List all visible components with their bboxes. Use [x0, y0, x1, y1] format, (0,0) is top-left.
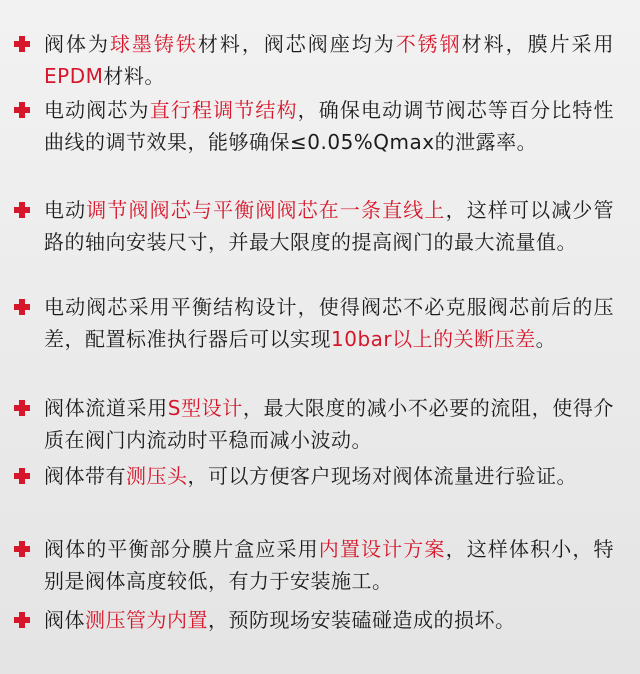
- highlight-text: 球墨铸铁: [109, 32, 198, 56]
- highlight-text: 内置设计方案: [318, 537, 446, 561]
- item-text: ，预防现场安装磕碰造成的损坏。: [208, 608, 516, 632]
- plus-icon: [14, 541, 30, 557]
- item-text: 阀体带有: [44, 464, 126, 488]
- list-item: [44, 460, 614, 492]
- list-item: [44, 291, 614, 355]
- item-text: ，这样体积小，特别是阀体高度较低，有力于安装施工。: [44, 537, 615, 593]
- item-text: 材料。: [103, 64, 165, 88]
- plus-icon: [14, 102, 30, 118]
- highlight-text: 测压头: [126, 464, 188, 488]
- highlight-text: 不锈钢: [395, 32, 462, 56]
- item-text: 阀体: [44, 608, 85, 632]
- item-text: ，确保电动调节阀芯等百分比特性曲线的调节效果，能够确保≤0.05%Qmax的泄露率。: [44, 98, 615, 154]
- item-text: 阀体的平衡部分膜片盒应采用: [44, 537, 319, 561]
- list-item: [44, 604, 614, 636]
- list-item: [44, 94, 614, 158]
- item-text: ，最大限度的减小不必要的流阻，使得介质在阀门内流动时平稳而减小波动。: [44, 396, 614, 452]
- list-item: [44, 533, 614, 597]
- highlight-text: 测压管为内置: [85, 608, 208, 632]
- plus-icon: [14, 202, 30, 218]
- item-text: 阀体流道采用: [44, 396, 168, 420]
- plus-icon: [14, 612, 30, 628]
- item-text: 阀体为: [44, 32, 110, 56]
- item-text: 材料，阀芯阀座均为: [197, 32, 396, 56]
- plus-icon: [14, 468, 30, 484]
- item-text: 电动阀芯采用平衡结构设计，使得阀芯不必克服阀芯前后的压差，配置标准执行器后可以实现: [44, 295, 614, 351]
- plus-icon: [14, 36, 30, 52]
- item-text: 材料，膜片采用: [461, 32, 615, 56]
- highlight-text: 10bar以上的关断压差: [331, 327, 536, 351]
- item-text: 电动: [44, 198, 87, 222]
- plus-icon: [14, 400, 30, 416]
- highlight-text: 直行程调节结构: [149, 98, 298, 122]
- list-item: [44, 392, 614, 456]
- item-text: ，这样可以减少管路的轴向安装尺寸，并最大限度的提高阀门的最大流量值。: [44, 198, 615, 254]
- item-text: 电动阀芯为: [44, 98, 150, 122]
- highlight-text: S型设计: [167, 396, 243, 420]
- highlight-text: 调节阀阀芯与平衡阀阀芯在一条直线上: [86, 198, 446, 222]
- plus-icon: [14, 299, 30, 315]
- item-text: ，可以方便客户现场对阀体流量进行验证。: [187, 464, 577, 488]
- item-text: 。: [535, 327, 557, 351]
- highlight-text: EPDM: [44, 64, 104, 88]
- list-item: [44, 194, 614, 258]
- list-item: [44, 28, 614, 92]
